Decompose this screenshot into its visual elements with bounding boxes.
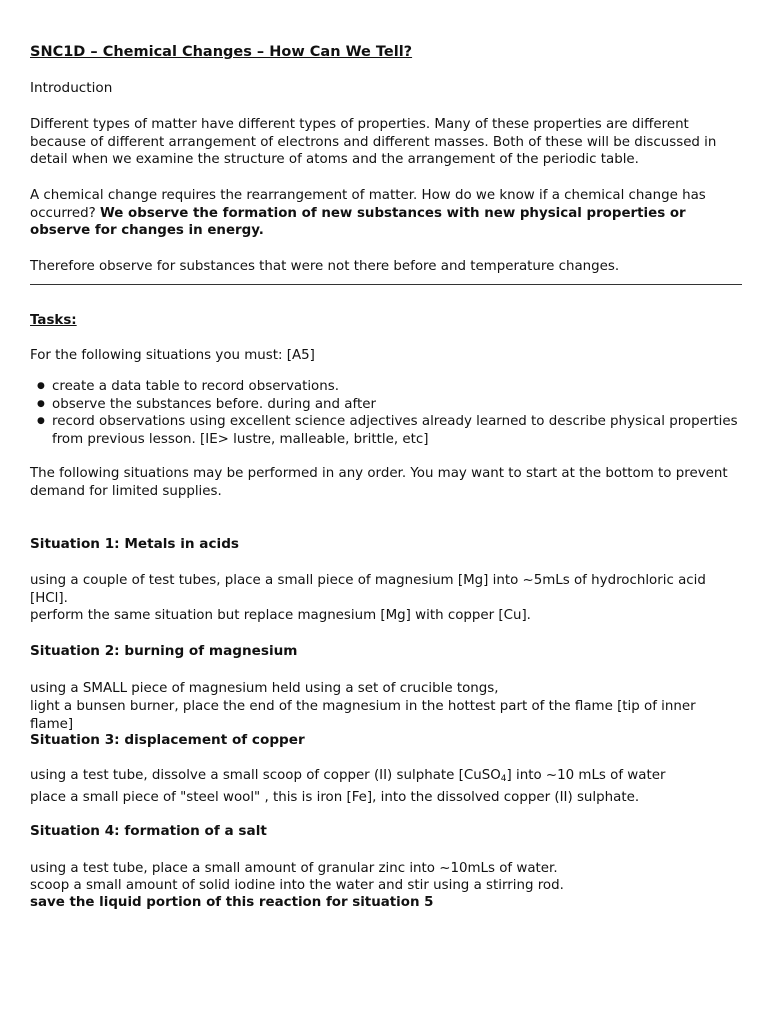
intro-paragraph-2-bold: We observe the formation of new substances with new physical properties or observe for changes in energy. [30,205,686,238]
situation-4-line-2: scoop a small amount of solid iodine into the water and stir using a stirring rod. [30,878,564,893]
section-divider [30,284,742,285]
list-item: ● create a data table to record observations. [52,378,742,396]
situation-4-heading: Situation 4: formation of a salt [30,823,267,839]
tasks-bullet-list [30,378,742,448]
intro-paragraph-1: Different types of matter have different types of properties. Many of these properties are different because of different arrangement of electrons and different masses. Both of these will be discussed in detail when we examine the structure of atoms and the arrangement of the periodic table. [30,117,717,167]
situation-3-line-1 [30,767,742,785]
situation-3-heading: Situation 3: displacement of copper [30,732,305,748]
situation-3-line-1-a: using a test tube, dissolve a small scoop of copper (II) sulphate [CuSO [30,768,501,783]
list-item: ● record observations using excellent science adjectives already learned to describe physical properties from previous lesson. [IE> lustre, malleable, brittle, etc] [52,413,742,448]
intro-paragraph-2 [30,187,742,240]
subscript-4: 4 [500,774,507,784]
situation-4-line-3: save the liquid portion of this reaction for situation 5 [30,895,434,910]
introduction-heading: Introduction [30,80,113,96]
tasks-lead: For the following situations you must: [A5] [30,348,315,363]
situation-2-heading: Situation 2: burning of magnesium [30,643,298,659]
intro-paragraph-3: Therefore observe for substances that were not there before and temperature changes. [30,259,620,274]
situation-3-line-2: place a small piece of "steel wool" , this is iron [Fe], into the dissolved copper (II) sulphate. [30,790,640,805]
tasks-heading: Tasks: [30,313,77,328]
situation-1-line-1: using a couple of test tubes, place a small piece of magnesium [Mg] into ~5mLs of hydrochloric acid [HCl]. [30,573,706,606]
list-item: ● observe the substances before. during and after [52,396,742,414]
situation-3-line-1-b: ] into ~10 mLs of water [506,768,666,783]
intro-paragraph-2-text: A chemical change requires the rearrangement of matter. How do we know if a chemical change has occurred? [30,188,706,221]
situation-2-line-1: using a SMALL piece of magnesium held using a set of crucible tongs, [30,681,499,696]
situation-1-line-2: perform the same situation but replace magnesium [Mg] with copper [Cu]. [30,608,531,623]
situation-2-line-2: light a bunsen burner, place the end of the magnesium in the hottest part of the flame [tip of inner flame] [30,699,696,732]
document-title: SNC1D – Chemical Changes – How Can We Tell? [30,44,413,60]
order-note: The following situations may be performed in any order. You may want to start at the bottom to prevent demand for limited supplies. [30,466,728,499]
situation-1-heading: Situation 1: Metals in acids [30,536,240,552]
situation-4-line-1: using a test tube, place a small amount of granular zinc into ~10mLs of water. [30,861,558,876]
